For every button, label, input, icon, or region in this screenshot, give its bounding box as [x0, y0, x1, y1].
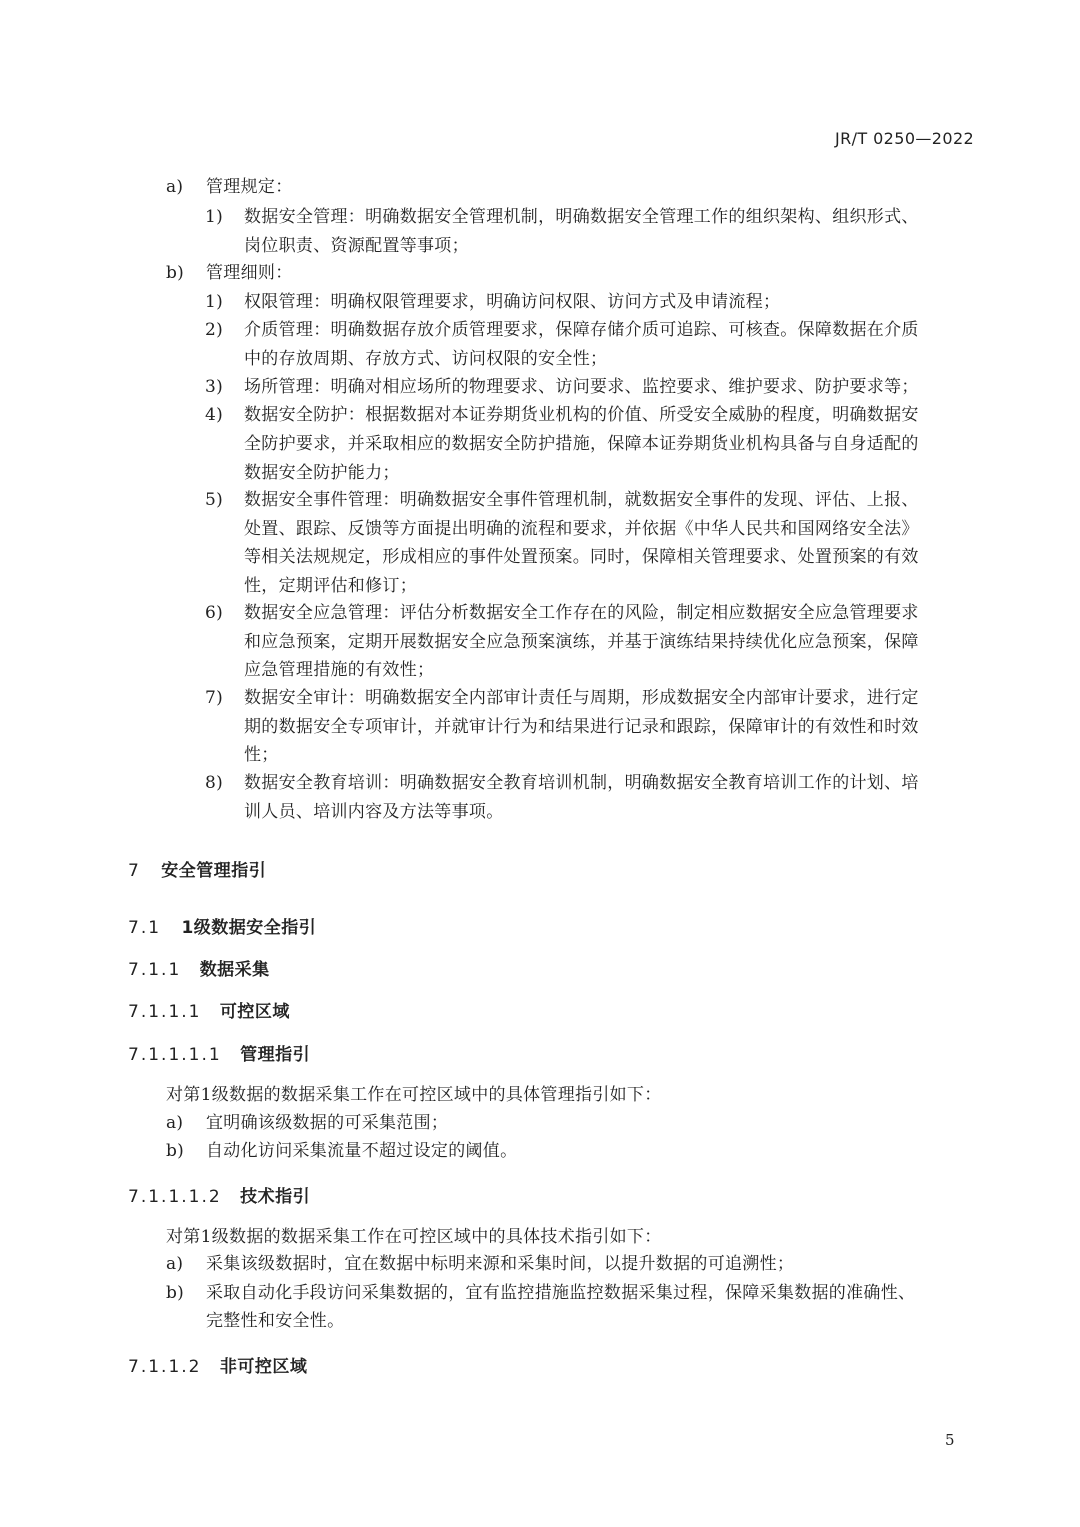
- list-marker: b): [166, 1141, 185, 1161]
- list-item-line: 介质管理：明确数据存放介质管理要求，保障存储介质可追踪、可核查。保障数据在介质: [244, 320, 919, 340]
- section-number: 7.1.1.1: [128, 1002, 202, 1022]
- section-title: 1级数据安全指引: [181, 918, 317, 938]
- list-item-line: 性；: [244, 745, 279, 765]
- list-marker: 6): [205, 603, 224, 623]
- section-title: 技术指引: [240, 1187, 311, 1207]
- list-marker: a): [166, 1113, 184, 1133]
- list-item-text: 宜明确该级数据的可采集范围；: [206, 1113, 449, 1133]
- list-item-line: 处置、跟踪、反馈等方面提出明确的流程和要求，并依据《中华人民共和国网络安全法》: [244, 519, 919, 539]
- list-marker: a): [166, 177, 184, 197]
- list-item-line: 岗位职责、资源配置等事项；: [244, 236, 469, 256]
- list-marker: b): [166, 1283, 185, 1303]
- paragraph: 对第1级数据的数据采集工作在可控区域中的具体管理指引如下：: [166, 1085, 662, 1105]
- list-item-text: 采集该级数据时，宜在数据中标明来源和采集时间，以提升数据的可追溯性；: [206, 1254, 795, 1274]
- section-heading: [128, 1040, 310, 1065]
- list-marker: 7): [205, 688, 224, 708]
- section-title: 安全管理指引: [161, 861, 267, 881]
- list-marker: 4): [205, 405, 224, 425]
- section-heading: [128, 913, 316, 938]
- section-number: 7: [128, 861, 141, 881]
- list-marker: 1): [205, 292, 224, 312]
- list-item-line: 性，定期评估和修订；: [244, 576, 417, 596]
- list-item-line: 数据安全管理：明确数据安全管理机制，明确数据安全管理工作的组织架构、组织形式、: [244, 207, 919, 227]
- list-item-line: 数据安全防护：根据数据对本证券期货业机构的价值、所受安全威胁的程度，明确数据安: [244, 405, 919, 425]
- list-item-line: 中的存放周期、存放方式、访问权限的安全性；: [244, 349, 608, 369]
- list-item-line: 权限管理：明确权限管理要求，明确访问权限、访问方式及申请流程；: [244, 292, 781, 312]
- paragraph: 对第1级数据的数据采集工作在可控区域中的具体技术指引如下：: [166, 1227, 662, 1247]
- section-title: 数据采集: [199, 960, 270, 980]
- list-item-line: 完整性和安全性。: [206, 1311, 345, 1331]
- section-heading: [128, 997, 290, 1022]
- section-number: 7.1.1.1.1: [128, 1045, 222, 1065]
- list-item-text: 管理规定：: [206, 177, 293, 197]
- list-marker: b): [166, 263, 185, 283]
- list-marker: 2): [205, 320, 224, 340]
- list-item-line: 期的数据安全专项审计，并就审计行为和结果进行记录和跟踪，保障审计的有效性和时效: [244, 717, 919, 737]
- list-item-line: 全防护要求，并采取相应的数据安全防护措施，保障本证券期货业机构具备与自身适配的: [244, 434, 919, 454]
- page-number: 5: [945, 1431, 955, 1449]
- list-item-text: 自动化访问采集流量不超过设定的阈值。: [206, 1141, 518, 1161]
- section-heading: [128, 955, 270, 980]
- section-title: 非可控区域: [219, 1357, 308, 1377]
- list-item-line: 数据安全应急管理：评估分析数据安全工作存在的风险，制定相应数据安全应急管理要求: [244, 603, 919, 623]
- list-item-text: 管理细则：: [206, 263, 293, 283]
- list-item-line: 训人员、培训内容及方法等事项。: [244, 802, 504, 822]
- list-marker: 1): [205, 207, 224, 227]
- section-number: 7.1.1.1.2: [128, 1187, 222, 1207]
- section-heading: [128, 1352, 307, 1377]
- section-heading: [128, 1182, 310, 1207]
- section-title: 可控区域: [219, 1002, 290, 1022]
- list-marker: 8): [205, 773, 224, 793]
- section-number: 7.1: [128, 918, 162, 938]
- list-marker: 3): [205, 377, 224, 397]
- list-item-line: 和应急预案，定期开展数据安全应急预案演练，并基于演练结果持续优化应急预案，保障: [244, 632, 919, 652]
- section-number: 7.1.1.2: [128, 1357, 202, 1377]
- document-number: JR/T 0250—2022: [835, 129, 975, 148]
- list-item-line: 采取自动化手段访问采集数据的，宜有监控措施监控数据采集过程，保障采集数据的准确性、: [206, 1283, 916, 1303]
- list-item-line: 数据安全事件管理：明确数据安全事件管理机制，就数据安全事件的发现、评估、上报、: [244, 490, 919, 510]
- list-item-line: 场所管理：明确对相应场所的物理要求、访问要求、监控要求、维护要求、防护要求等；: [244, 377, 919, 397]
- list-item-line: 数据安全防护能力；: [244, 463, 400, 483]
- list-marker: 5): [205, 490, 224, 510]
- section-title: 管理指引: [240, 1045, 311, 1065]
- list-marker: a): [166, 1254, 184, 1274]
- section-heading: [128, 856, 266, 881]
- list-item-line: 数据安全教育培训：明确数据安全教育培训机制，明确数据安全教育培训工作的计划、培: [244, 773, 919, 793]
- list-item-line: 数据安全审计：明确数据安全内部审计责任与周期，形成数据安全内部审计要求，进行定: [244, 688, 919, 708]
- list-item-line: 应急管理措施的有效性；: [244, 660, 435, 680]
- list-item-line: 等相关法规规定，形成相应的事件处置预案。同时，保障相关管理要求、处置预案的有效: [244, 547, 919, 567]
- section-number: 7.1.1: [128, 960, 182, 980]
